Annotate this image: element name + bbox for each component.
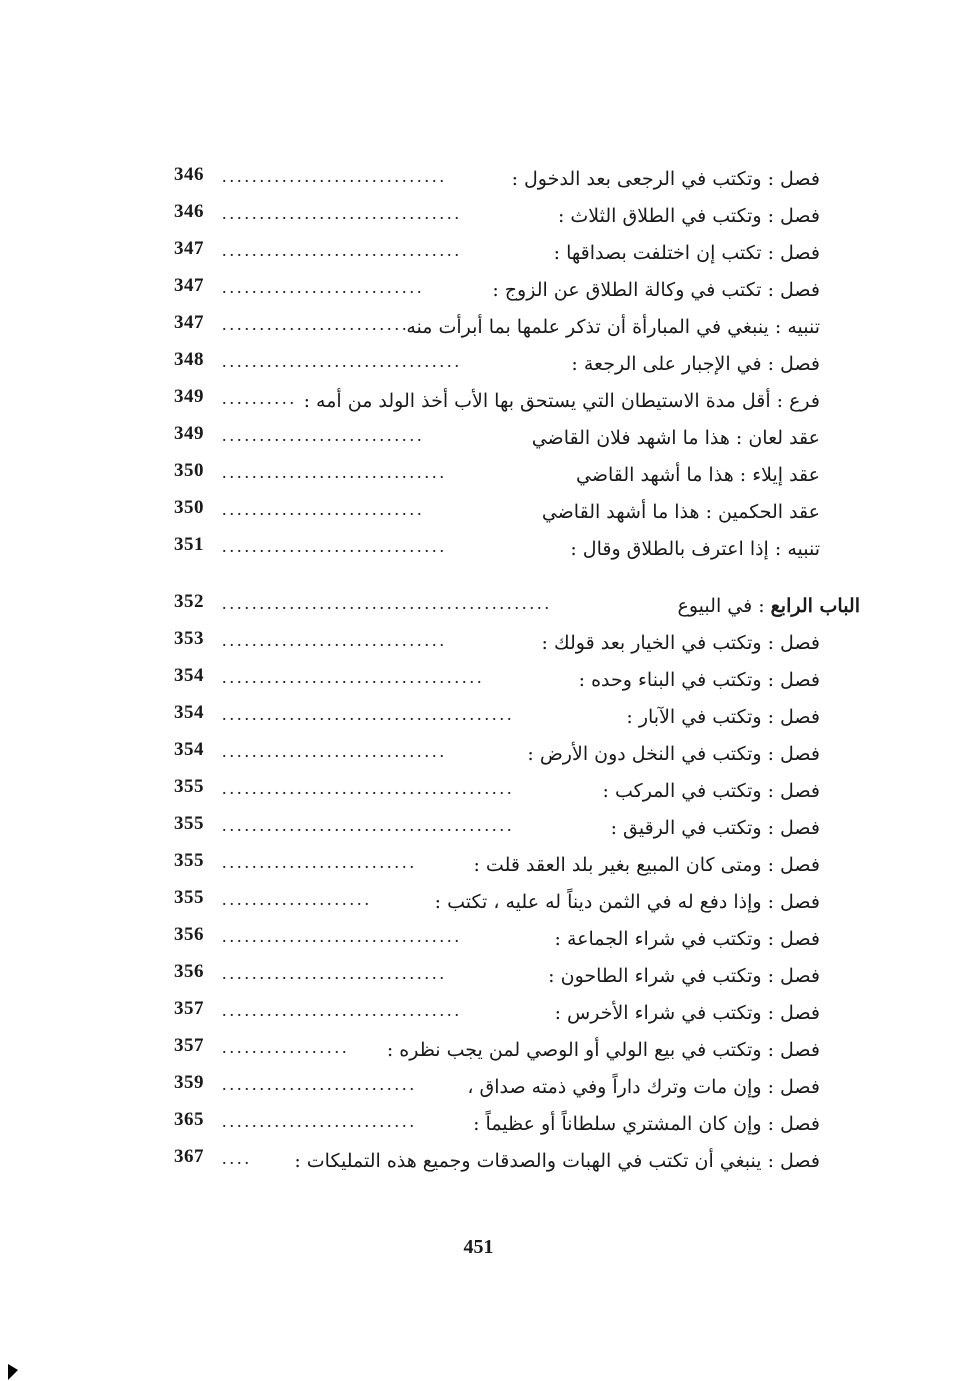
- dot-leader: ................................: [222, 1000, 462, 1020]
- toc-page-number: 367: [174, 1146, 204, 1167]
- toc-page-number: 346: [174, 164, 204, 185]
- dot-leader: .................: [222, 1037, 350, 1057]
- dot-leader: ................................: [222, 351, 462, 371]
- toc-entry-text: فصل : ومتى كان المبيع بغير بلد العقد قلت :: [473, 854, 820, 876]
- dot-leader: ............................................: [222, 593, 552, 613]
- toc-page-number: 355: [174, 887, 204, 908]
- chapter-heading: [160, 589, 860, 623]
- dot-leader: .......................................: [222, 778, 515, 798]
- toc-page-number: 357: [174, 1035, 204, 1056]
- toc-page-number: 355: [174, 850, 204, 871]
- toc-entry-text: فصل : في الإجبار على الرجعة :: [571, 353, 820, 375]
- toc-entry-text: فرع : أقل مدة الاستيطان التي يستحق بها الأب أخذ الولد من أمه :: [303, 390, 820, 412]
- toc-entry: [160, 959, 820, 993]
- dot-leader: ..............................: [222, 963, 447, 983]
- toc-entry-text: فصل : وتكتب في الرقيق :: [610, 817, 820, 839]
- toc-entry: [160, 458, 820, 492]
- toc-entry: [160, 532, 820, 566]
- toc-page-number: 355: [174, 776, 204, 797]
- toc-page-number: 347: [174, 275, 204, 296]
- dot-leader: .......................................: [222, 815, 515, 835]
- toc-page-number: 359: [174, 1072, 204, 1093]
- dot-leader: ..........................: [222, 852, 417, 872]
- toc-entry: [160, 236, 820, 270]
- dot-leader: ..........................: [222, 1111, 417, 1131]
- toc-entry: [160, 384, 820, 418]
- toc-entry: [160, 421, 820, 455]
- dot-leader: .........................: [222, 314, 410, 334]
- toc-entry: [160, 848, 820, 882]
- toc-page-number: 354: [174, 739, 204, 760]
- toc-entry-text: فصل : وتكتب في الطلاق الثلاث :: [557, 205, 820, 227]
- toc-page-number: 355: [174, 813, 204, 834]
- toc-entry-text: فصل : ينبغي أن تكتب في الهبات والصدقات وجميع هذه التمليكات :: [294, 1150, 820, 1172]
- toc-entry: [160, 922, 820, 956]
- chapter-title: : في البيوع: [677, 595, 765, 617]
- toc-entry-text: فصل : وتكتب في شراء الجماعة :: [554, 928, 820, 950]
- toc-entry: [160, 774, 820, 808]
- toc-page-number: 356: [174, 961, 204, 982]
- toc-page-number: 351: [174, 534, 204, 555]
- toc-entry-text: فصل : وتكتب في الرجعى بعد الدخول :: [511, 168, 820, 190]
- toc-entry: [160, 495, 820, 529]
- toc-entry: [160, 310, 820, 344]
- toc-page-number: 348: [174, 349, 204, 370]
- toc-page-number: 349: [174, 386, 204, 407]
- toc-entry-text: فصل : وتكتب في الآبار :: [626, 706, 820, 728]
- toc-entry: [160, 1144, 820, 1178]
- dot-leader: ..............................: [222, 166, 447, 186]
- toc-entry-text: فصل : وتكتب في البناء وحده :: [578, 669, 820, 691]
- toc-entry: [160, 273, 820, 307]
- toc-page-number: 349: [174, 423, 204, 444]
- toc-entry-text: عقد الحكمين : هذا ما أشهد القاضي: [541, 501, 820, 523]
- toc-page-number: 347: [174, 312, 204, 333]
- toc-entry: [160, 996, 820, 1030]
- toc-entry-text: فصل : وإذا دفع له في الثمن ديناً له عليه ، تكتب :: [434, 891, 820, 913]
- toc-entry-text: فصل : تكتب في وكالة الطلاق عن الزوج :: [492, 279, 820, 301]
- toc-entry-text: فصل : وتكتب في شراء الطاحون :: [548, 965, 820, 987]
- toc-page-number: 365: [174, 1109, 204, 1130]
- toc-entry-text: فصل : وتكتب في بيع الولي أو الوصي لمن يجب نظره :: [386, 1039, 820, 1061]
- toc-entry: [160, 199, 820, 233]
- toc-page-number: 354: [174, 665, 204, 686]
- dot-leader: ................................: [222, 926, 462, 946]
- toc-entry-text: فصل : وإن مات وترك داراً وفي ذمته صداق ،: [467, 1076, 820, 1098]
- chapter-label: الباب الرابع: [770, 595, 860, 617]
- toc-entry-text: فصل : تكتب إن اختلفت بصداقها :: [553, 242, 820, 264]
- dot-leader: ................................: [222, 240, 462, 260]
- toc-entry-text: فصل : وتكتب في النخل دون الأرض :: [527, 743, 820, 765]
- toc-page-number: 350: [174, 460, 204, 481]
- toc-page-number: 356: [174, 924, 204, 945]
- toc-entry: [160, 885, 820, 919]
- toc-entry-text: عقد لعان : هذا ما اشهد فلان القاضي: [531, 427, 820, 449]
- toc-entry: [160, 700, 820, 734]
- folio-page-number: 451: [463, 1236, 494, 1258]
- dot-leader: ................................: [222, 203, 462, 223]
- toc-page-number: 347: [174, 238, 204, 259]
- dot-leader: ..............................: [222, 462, 447, 482]
- dot-leader: ...........................: [222, 277, 425, 297]
- chapter-heading-text: [678, 591, 860, 621]
- toc-page-number: 354: [174, 702, 204, 723]
- corner-scan-mark: [8, 1364, 18, 1380]
- dot-leader: ...........................: [222, 425, 425, 445]
- toc-entry: [160, 811, 820, 845]
- toc-page-number: 357: [174, 998, 204, 1019]
- toc-page-number: 352: [174, 591, 204, 612]
- toc-entry: [160, 162, 820, 196]
- dot-leader: ...................................: [222, 667, 485, 687]
- toc-page-number: 350: [174, 497, 204, 518]
- dot-leader: ....: [222, 1148, 252, 1168]
- toc-entry-text: فصل : وتكتب في شراء الأخرس :: [554, 1002, 820, 1024]
- toc-entry: [160, 1033, 820, 1067]
- dot-leader: ..............................: [222, 536, 447, 556]
- toc-entry: [160, 737, 820, 771]
- toc-entry: [160, 1107, 820, 1141]
- dot-leader: ...........................: [222, 499, 425, 519]
- dot-leader: ..............................: [222, 630, 447, 650]
- toc-page-number: 346: [174, 201, 204, 222]
- dot-leader: ..............................: [222, 741, 447, 761]
- toc-entry-text: تنبيه : إذا اعترف بالطلاق وقال :: [570, 538, 820, 560]
- dot-leader: ..........: [222, 388, 297, 408]
- toc-entry: [160, 347, 820, 381]
- dot-leader: ....................: [222, 889, 372, 909]
- toc-entry-text: فصل : وتكتب في الخيار بعد قولك :: [541, 632, 820, 654]
- dot-leader: ..........................: [222, 1074, 417, 1094]
- toc-page-number: 353: [174, 628, 204, 649]
- toc-entry-text: عقد إيلاء : هذا ما أشهد القاضي: [575, 464, 820, 486]
- dot-leader: .......................................: [222, 704, 515, 724]
- toc-entry-text: فصل : وإن كان المشتري سلطاناً أو عظيماً :: [473, 1113, 820, 1135]
- toc-entry-text: فصل : وتكتب في المركب :: [602, 780, 820, 802]
- toc-entry: [160, 1070, 820, 1104]
- toc-entry: [160, 663, 820, 697]
- toc-entry-text: تنبيه : ينبغي في المبارأة أن تذكر علمها بما أبرأت منه: [406, 316, 820, 338]
- toc-entry: [160, 626, 820, 660]
